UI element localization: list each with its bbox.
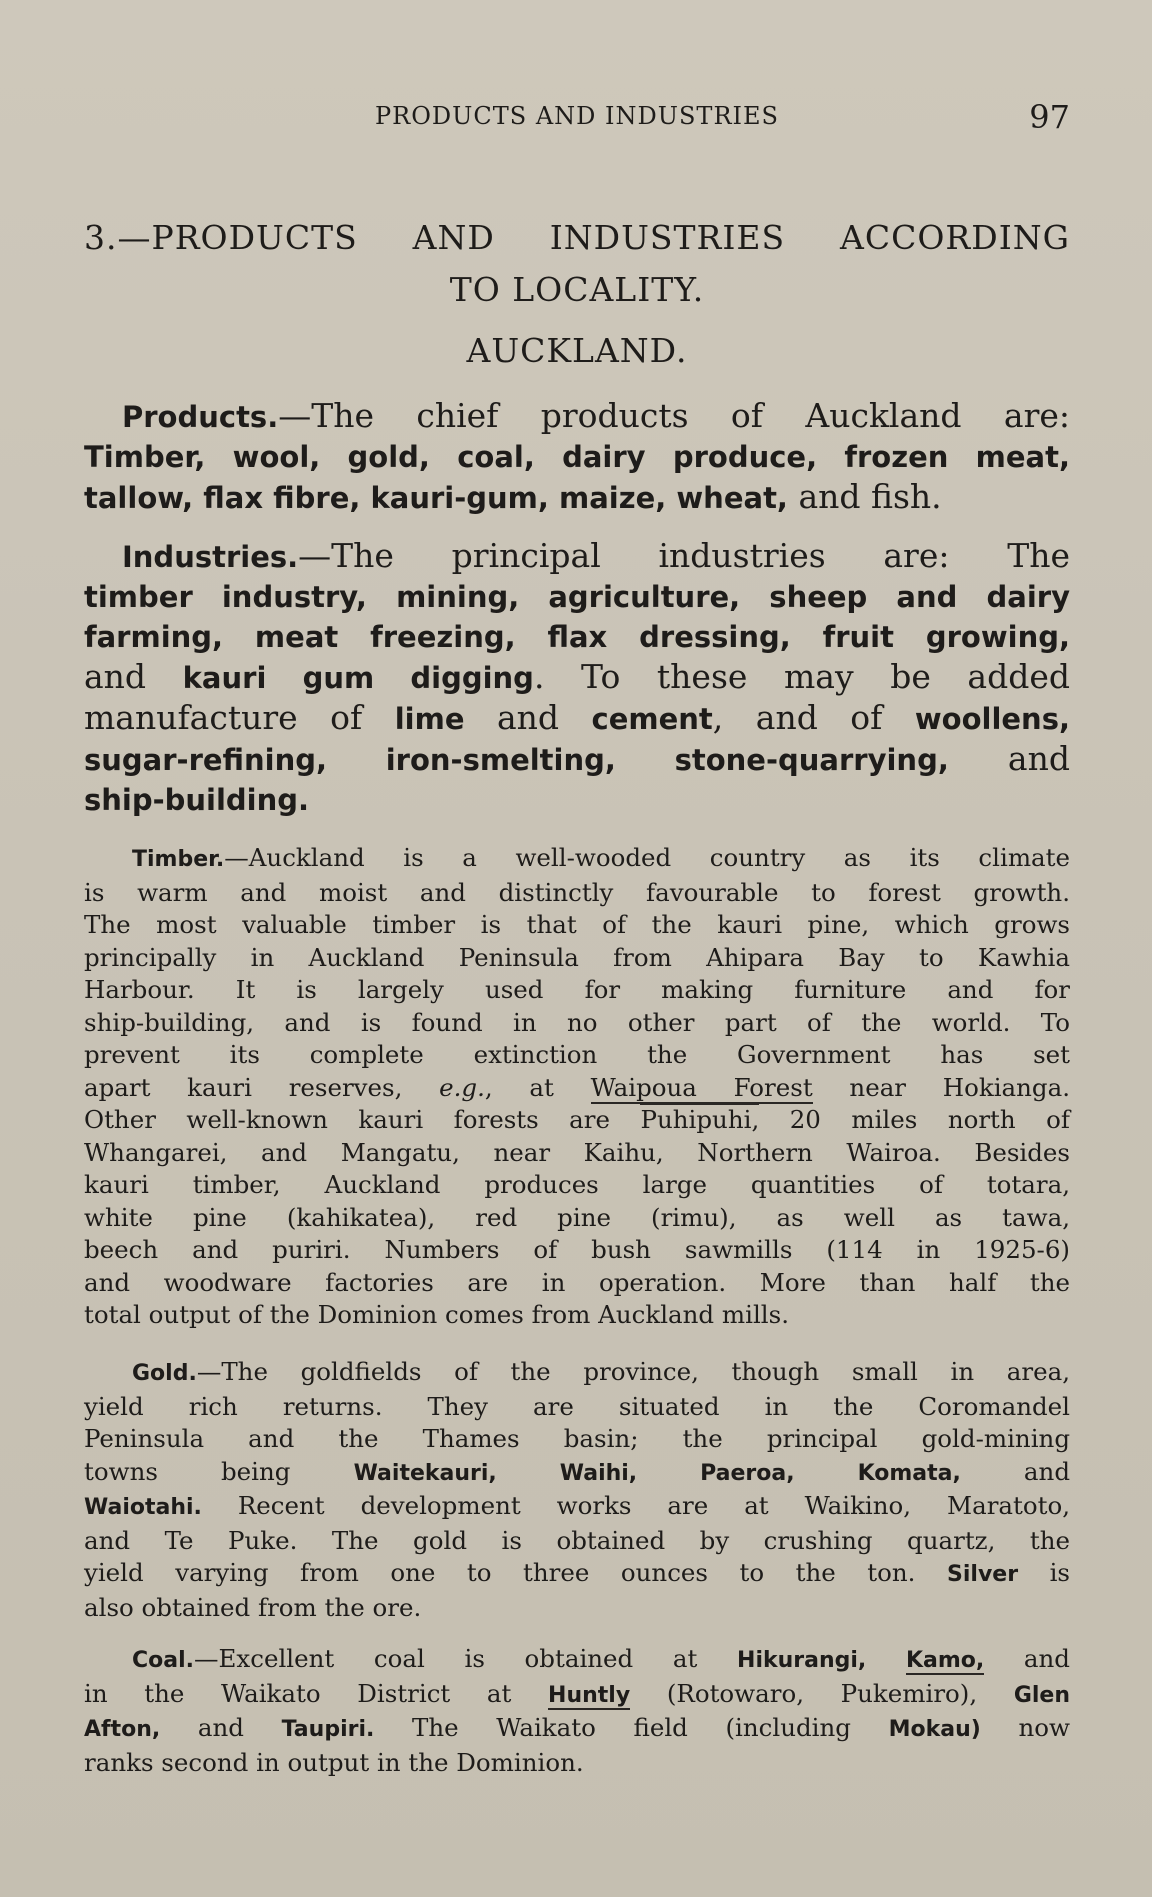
- text-run: —Auckland is a well-wooded country as its climate: [224, 843, 1070, 872]
- text-run: 20 miles north of: [759, 1105, 1070, 1134]
- text-line: [84, 698, 1070, 739]
- text-line: [84, 1356, 1070, 1391]
- timber-paragraph: [84, 842, 1070, 1332]
- text-line: farming, meat freezing, flax dressing, fruit growing,: [84, 620, 1070, 654]
- overlined-text: Puhipuhi,: [640, 1105, 760, 1134]
- text-run: yield varying from one to three ounces to the ton.: [84, 1558, 948, 1587]
- text-run: and: [464, 698, 592, 737]
- text-run: lime: [394, 702, 465, 736]
- text-line: [84, 1072, 1070, 1105]
- text-run: kauri gum digging: [182, 661, 534, 695]
- text-run: —Excellent coal is obtained at: [194, 1644, 738, 1673]
- text-run: —The chief products of Auckland are:: [278, 396, 1070, 435]
- text-run: Waiotahi.: [84, 1495, 202, 1520]
- text-run: and: [160, 1713, 282, 1742]
- text-run: Recent development works are at Waikino, Maratoto,: [201, 1491, 1070, 1520]
- page-number: 97: [1029, 98, 1070, 136]
- text-run: cement: [591, 702, 713, 736]
- running-title: PRODUCTS AND INDUSTRIES: [375, 102, 779, 130]
- industries-heading: Industries.: [122, 540, 299, 574]
- text-run: Waihi,: [496, 1460, 638, 1486]
- text-run: iron-smelting,: [327, 743, 616, 777]
- running-head: [84, 98, 1070, 138]
- text-line: ship-building.: [84, 783, 310, 817]
- text-run: . To these may be added: [533, 657, 1071, 696]
- text-run: and fish.: [787, 477, 942, 516]
- text-line: [84, 396, 1070, 437]
- text-line: timber industry, mining, agriculture, sheep and dairy: [84, 580, 1070, 614]
- text-run: Taupiri.: [281, 1717, 375, 1742]
- text-line: Harbour. It is largely used for making furniture and for: [84, 975, 1070, 1004]
- industries-paragraph: [84, 536, 1070, 820]
- text-run: tallow, flax fibre, kauri-gum, maize, wheat,: [84, 481, 788, 515]
- products-heading: Products.: [122, 400, 279, 434]
- text-run: apart kauri reserves,: [84, 1072, 440, 1102]
- text-line: ranks second in output in the Dominion.: [84, 1747, 584, 1777]
- text-run: in the Waikato District at: [84, 1678, 549, 1708]
- timber-heading: Timber.: [132, 847, 225, 872]
- text-run: Paeroa,: [637, 1460, 795, 1486]
- text-line: [84, 842, 1070, 877]
- text-line: Whangarei, and Mangatu, near Kaihu, Northern Wairoa. Besides: [84, 1137, 1070, 1167]
- text-line: [84, 477, 1070, 518]
- text-line: and Te Puke. The gold is obtained by crushing quartz, the: [84, 1525, 1070, 1555]
- gold-paragraph: [84, 1356, 1070, 1624]
- text-run: Waitekauri,: [353, 1460, 497, 1486]
- text-run: and: [948, 739, 1070, 778]
- text-run: , and of: [712, 698, 915, 737]
- gold-heading: Gold.: [132, 1361, 197, 1386]
- section-title-line-1: 3.—PRODUCTS AND INDUSTRIES ACCORDING: [84, 218, 1070, 257]
- text-line: and woodware factories are in operation. More than half the: [84, 1267, 1070, 1297]
- text-run: and: [984, 1644, 1070, 1673]
- text-run: [866, 1644, 906, 1673]
- text-line: [84, 739, 1070, 780]
- text-line: [84, 1712, 1070, 1747]
- text-line: principally in Auckland Peninsula from Ahipara Bay to Kawhia: [84, 942, 1070, 972]
- text-run: stone-quarrying,: [615, 743, 949, 777]
- text-run: Hikurangi,: [737, 1648, 867, 1673]
- text-line: kauri timber, Auckland produces large quantities of totara,: [84, 1170, 1070, 1199]
- text-run: towns being: [84, 1456, 354, 1486]
- text-run: and: [84, 657, 183, 696]
- section-title-line-2: TO LOCALITY.: [449, 270, 705, 309]
- text-run: Afton,: [84, 1717, 161, 1742]
- underlined-text: Kamo,: [905, 1648, 985, 1673]
- text-line: ship-building, and is found in no other part of the world. To: [84, 1007, 1070, 1037]
- text-line: [84, 1557, 1070, 1592]
- text-run: near Hokianga.: [812, 1072, 1070, 1102]
- text-run: and: [960, 1456, 1070, 1486]
- text-run: —The principal industries are: The: [298, 536, 1070, 575]
- text-line: is warm and moist and distinctly favourable to forest growth.: [84, 877, 1070, 907]
- text-run: now: [980, 1713, 1070, 1742]
- text-line: white pine (kahikatea), red pine (rimu), as well as tawa,: [84, 1202, 1070, 1232]
- text-line: [84, 1643, 1070, 1678]
- text-run: Silver: [947, 1562, 1019, 1587]
- text-line: [84, 1104, 1070, 1137]
- section-title: [84, 212, 1070, 316]
- text-run: e.g.: [439, 1072, 485, 1102]
- text-run: (Rotowaro, Pukemiro),: [630, 1678, 1014, 1708]
- region-heading: AUCKLAND.: [466, 331, 688, 370]
- text-line: [84, 1490, 1070, 1525]
- text-run: Other well-known kauri forests are: [84, 1105, 641, 1134]
- text-line: total output of the Dominion comes from Auckland mills.: [84, 1300, 789, 1329]
- underlined-text: Huntly: [548, 1682, 631, 1708]
- text-run: sugar-refining,: [84, 743, 328, 777]
- text-line: yield rich returns. They are situated in the Coromandel: [84, 1391, 1070, 1421]
- underlined-text: Waipoua Forest: [590, 1072, 813, 1102]
- text-line: also obtained from the ore.: [84, 1592, 422, 1622]
- text-run: The Waikato field (including: [374, 1713, 889, 1742]
- text-line: prevent its complete extinction the Government has set: [84, 1040, 1070, 1069]
- text-run: , at: [484, 1072, 591, 1102]
- text-line: Timber, wool, gold, coal, dairy produce, frozen meat,: [84, 440, 1070, 474]
- text-run: manufacture of: [84, 698, 395, 737]
- text-line: [84, 1678, 1070, 1713]
- text-line: Peninsula and the Thames basin; the principal gold-mining: [84, 1424, 1070, 1453]
- text-run: Glen: [1013, 1682, 1070, 1708]
- products-paragraph: [84, 396, 1070, 518]
- text-run: is: [1018, 1558, 1071, 1587]
- text-line: [84, 536, 1070, 577]
- text-line: The most valuable timber is that of the kauri pine, which grows: [84, 910, 1070, 939]
- text-run: woollens,: [914, 702, 1070, 736]
- text-run: Mokau): [888, 1717, 981, 1742]
- text-run: Komata,: [794, 1460, 961, 1486]
- coal-heading: Coal.: [132, 1648, 195, 1673]
- text-line: [84, 1456, 1070, 1491]
- text-line: beech and puriri. Numbers of bush sawmills (114 in 1925-6): [84, 1235, 1070, 1264]
- coal-paragraph: [84, 1643, 1070, 1779]
- text-line: [84, 657, 1070, 698]
- text-run: —The goldfields of the province, though small in area,: [196, 1357, 1070, 1386]
